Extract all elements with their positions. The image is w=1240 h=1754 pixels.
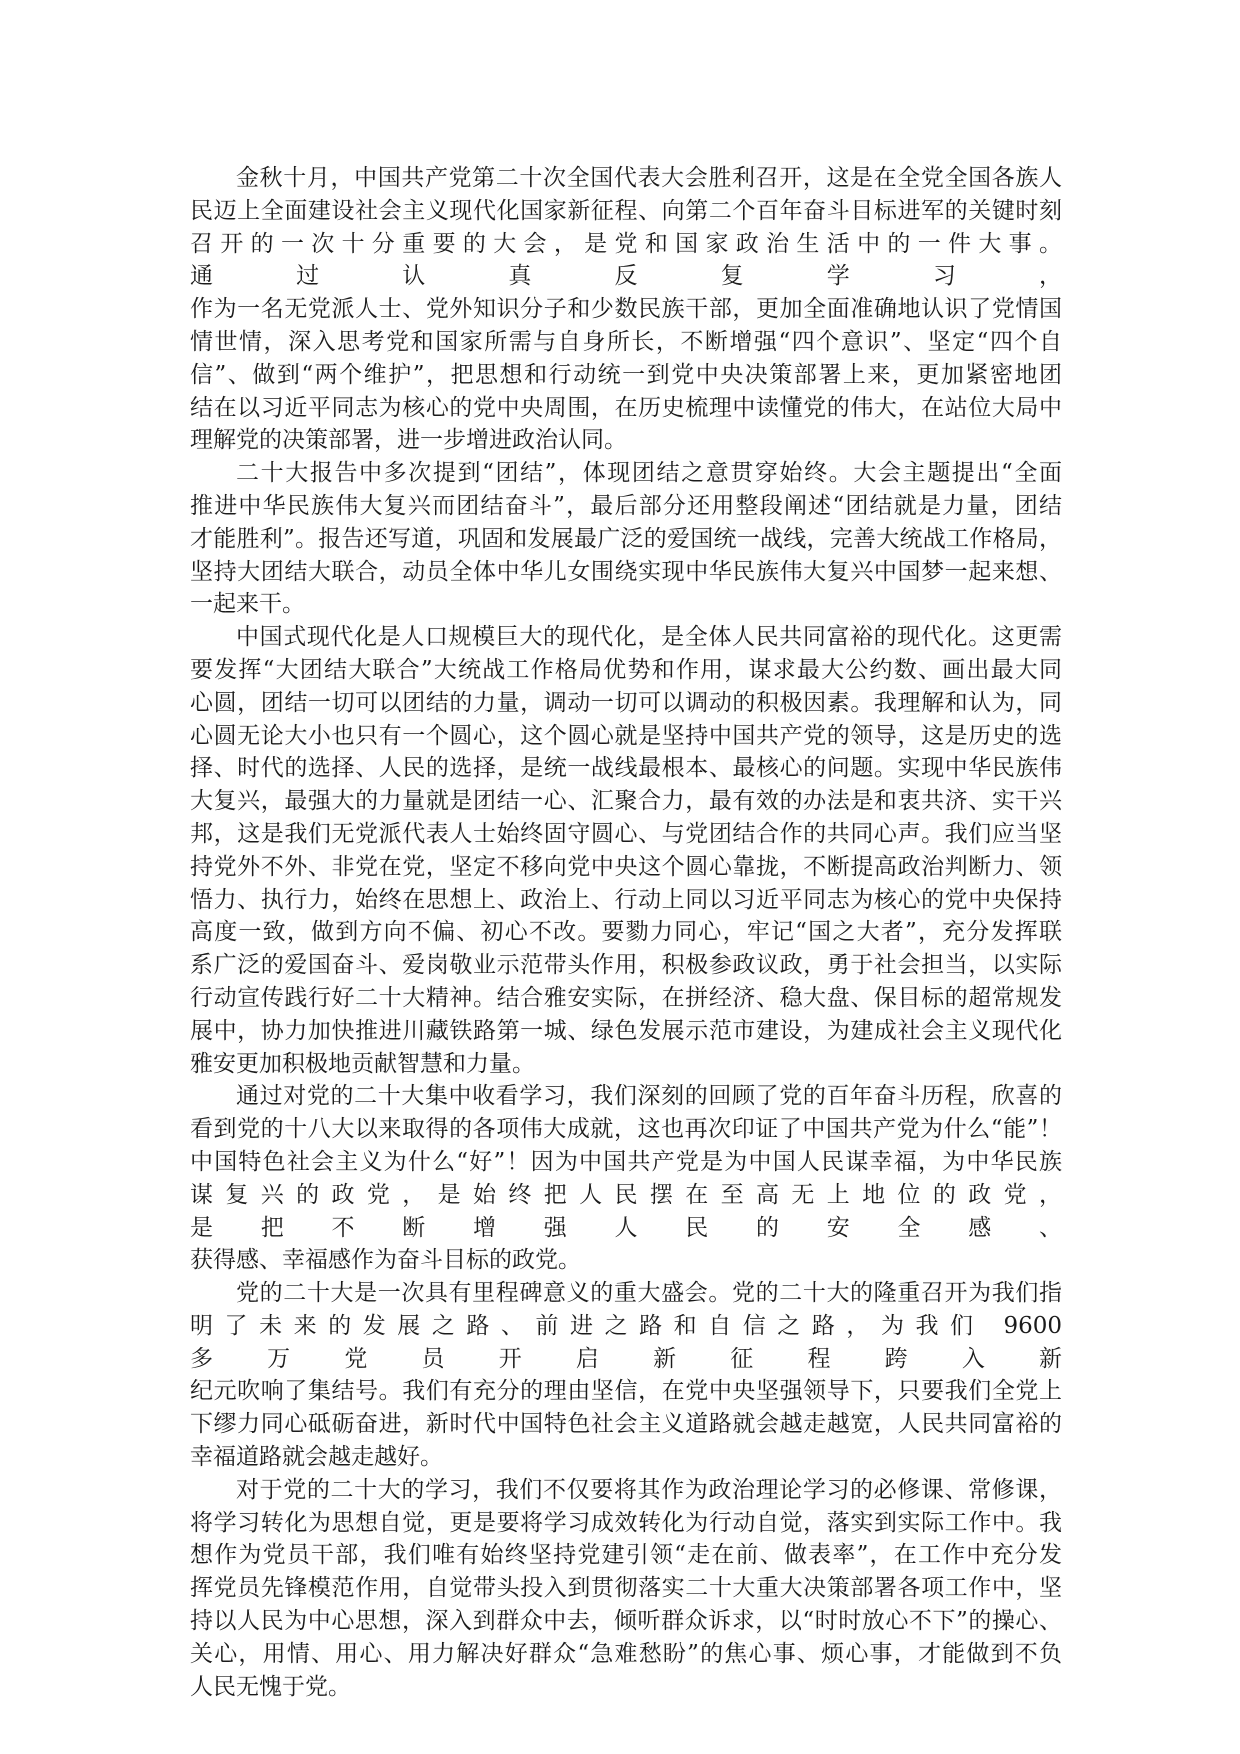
text-line: 一起来干。: [190, 591, 305, 618]
text-line: 纪元吹响了集结号。我们有充分的理由坚信，在党中央坚强领导下，只要我们全党上: [190, 1378, 1062, 1405]
paragraph-6: [190, 1474, 1062, 1704]
text-line: 下缪力同心砥砺奋进，新时代中国特色社会主义道路就会越走越宽，人民共同富裕的: [190, 1411, 1062, 1438]
text-line: 获得感、幸福感作为奋斗目标的政党。: [190, 1247, 581, 1274]
paragraph-2: [190, 457, 1062, 621]
text-line: 将学习转化为思想自觉，更是要将学习成效转化为行动自觉，落实到实际工作中。我: [190, 1509, 1062, 1536]
paragraph-3: [190, 621, 1062, 1080]
text-line: 心圆，团结一切可以团结的力量，调动一切可以调动的积极因素。我理解和认为，同: [190, 689, 1062, 716]
text-line: 作为一名无党派人士、党外知识分子和少数民族干部，更加全面准确地认识了党情国: [190, 296, 1062, 323]
text-line: 雅安更加积极地贡献智慧和力量。: [190, 1050, 535, 1077]
text-line: 展中，协力加快推进川藏铁路第一城、绿色发展示范市建设，为建成社会主义现代化: [190, 1017, 1062, 1044]
text-line: 二十大报告中多次提到“团结”，体现团结之意贯穿始终。大会主题提出“全面: [236, 460, 1062, 487]
text-line: 系广泛的爱国奋斗、爱岗敬业示范带头作用，积极参政议政，勇于社会担当，以实际: [190, 952, 1062, 979]
text-line: 通过对党的二十大集中收看学习，我们深刻的回顾了党的百年奋斗历程，欣喜的: [236, 1083, 1062, 1110]
text-line: 挥党员先锋模范作用，自觉带头投入到贯彻落实二十大重大决策部署各项工作中，坚: [190, 1575, 1062, 1602]
text-line: 行动宣传践行好二十大精神。结合雅安实际，在拼经济、稳大盘、保目标的超常规发: [190, 984, 1062, 1011]
text-line: 金秋十月，中国共产党第二十次全国代表大会胜利召开，这是在全党全国各族人: [236, 165, 1062, 191]
paragraph-5: [190, 1277, 1062, 1474]
text-line: 明了未来的发展之路、前进之路和自信之路，为我们 9600 多万党员开启新征程跨入新: [190, 1312, 1062, 1372]
text-line: 才能胜利”。报告还写道，巩固和发展最广泛的爱国统一战线，完善大统战工作格局，: [190, 525, 1062, 552]
text-line: 人民无愧于党。: [190, 1673, 351, 1700]
text-line: 情世情，深入思考党和国家所需与自身所长，不断增强“四个意识”、坚定“四个自: [190, 328, 1062, 355]
text-line: 高度一致，做到方向不偏、初心不改。要勠力同心，牢记“国之大者”，充分发挥联: [190, 919, 1062, 946]
text-line: 邦，这是我们无党派代表人士始终固守圆心、与党团结合作的共同心声。我们应当坚: [190, 820, 1062, 847]
text-line: 想作为党员干部，我们唯有始终坚持党建引领“走在前、做表率”，在工作中充分发: [190, 1542, 1062, 1569]
text-line: 结在以习近平同志为核心的党中央周围，在历史梳理中读懂党的伟大，在站位大局中: [190, 394, 1062, 421]
paragraph-4: [190, 1080, 1062, 1277]
text-line: 持党外不外、非党在党，坚定不移向党中央这个圆心靠拢，不断提高政治判断力、领: [190, 853, 1062, 880]
text-line: 幸福道路就会越走越好。: [190, 1444, 443, 1471]
text-line: 对于党的二十大的学习，我们不仅要将其作为政治理论学习的必修课、常修课，: [236, 1476, 1062, 1503]
text-line: 关心，用情、用心、用力解决好群众“急难愁盼”的焦心事、烦心事，才能做到不负: [190, 1640, 1062, 1667]
text-line: 谋复兴的政党，是始终把人民摆在至高无上地位的政党，是把不断增强人民的安全感、: [190, 1181, 1062, 1241]
text-line: 要发挥“大团结大联合”大统战工作格局优势和作用，谋求最大公约数、画出最大同: [190, 656, 1062, 683]
text-line: 持以人民为中心思想，深入到群众中去，倾听群众诉求，以“时时放心不下”的操心、: [190, 1608, 1062, 1635]
text-line: 大复兴，最强大的力量就是团结一心、汇聚合力，最有效的办法是和衷共济、实干兴: [190, 788, 1062, 815]
text-line: 中国式现代化是人口规模巨大的现代化，是全体人民共同富裕的现代化。这更需: [236, 624, 1062, 651]
document-body: [190, 162, 1062, 1703]
text-line: 民迈上全面建设社会主义现代化国家新征程、向第二个百年奋斗目标进军的关键时刻: [190, 197, 1062, 224]
text-line: 推进中华民族伟大复兴而团结奋斗”，最后部分还用整段阐述“团结就是力量，团结: [190, 492, 1062, 519]
text-line: 心圆无论大小也只有一个圆心，这个圆心就是坚持中国共产党的领导，这是历史的选: [190, 722, 1062, 749]
paragraph-1: [190, 162, 1062, 457]
text-line: 理解党的决策部署，进一步增进政治认同。: [190, 427, 627, 454]
text-line: 坚持大团结大联合，动员全体中华儿女围绕实现中华民族伟大复兴中国梦一起来想、: [190, 558, 1062, 585]
text-line: 党的二十大是一次具有里程碑意义的重大盛会。党的二十大的隆重召开为我们指: [236, 1280, 1062, 1307]
text-line: 信”、做到“两个维护”，把思想和行动统一到党中央决策部署上来，更加紧密地团: [190, 361, 1062, 388]
text-line: 召开的一次十分重要的大会，是党和国家政治生活中的一件大事。通过认真反复学习，: [190, 230, 1062, 290]
text-line: 悟力、执行力，始终在思想上、政治上、行动上同以习近平同志为核心的党中央保持: [190, 886, 1062, 913]
text-line: 择、时代的选择、人民的选择，是统一战线最根本、最核心的问题。实现中华民族伟: [190, 755, 1062, 782]
text-line: 中国特色社会主义为什么“好”！因为中国共产党是为中国人民谋幸福，为中华民族: [190, 1148, 1062, 1175]
text-line: 看到党的十八大以来取得的各项伟大成就，这也再次印证了中国共产党为什么“能”！: [190, 1116, 1062, 1143]
